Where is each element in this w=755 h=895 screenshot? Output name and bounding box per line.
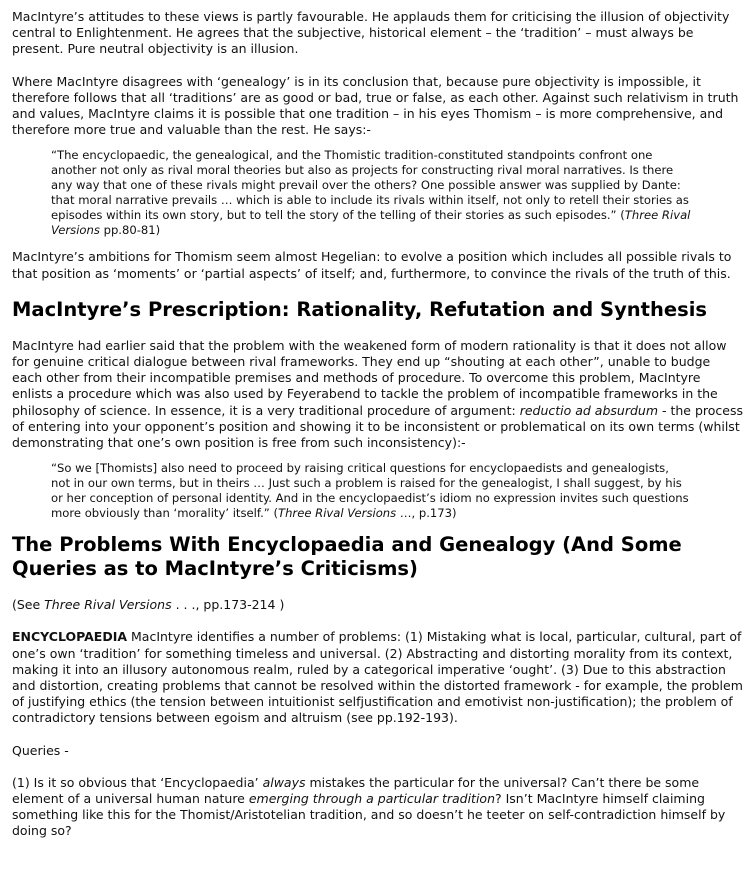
paragraph-disagreement: Where MacIntyre disagrees with ‘genealogy’ is in its conclusion that, because pure objectivity is impossible, it therefore follows that all ‘traditions’ are as good or bad, true or false, as each other. Against such relativism in truth and values, MacIntyre claims it is possible that one tradition – in his eyes Thomism – is more comprehensive, and therefore more true and valuable than the rest. He says:- — [12, 73, 739, 138]
paragraph-rationality: MacIntyre had earlier said that the problem with the weakened form of modern rationality is that it does not allow for genuine critical dialogue between rival frameworks. They end up “shouting at each other”, unable to budge each other from their incompatible premises and methods of procedure. To overcome this problem, MacIntyre enlists a procedure which was also used by Feyerabend to tackle the problem of incompatible frameworks in the philosophy of science. In essence, it is a very traditional procedure of argument: reductio ad absurdum - the process of entering into your opponent’s position and showing it to be inconsistent or problematical on its own terms (whilst demonstrating that one’s own position is free from such inconsistency):- — [12, 337, 743, 451]
paragraph-query-1: (1) Is it so obvious that ‘Encyclopaedia’ always mistakes the particular for the universal? Can’t there be some element of a universal human nature emerging through a particular tradition? Isn’t MacIntyre himself claiming something like this for the Thomist/Aristotelian tradition, and so doesn’t he teeter on self-contradiction himself by doing so? — [12, 774, 726, 839]
citation-title: Three Rival Versions — [278, 506, 397, 521]
heading-prescription: MacIntyre’s Prescription: Rationality, Refutation and Synthesis — [12, 297, 707, 321]
queries-label: Queries - — [12, 742, 69, 758]
paragraph-attitudes: MacIntyre’s attitudes to these views is partly favourable. He applauds them for criticising the illusion of objectivity central to Enlightenment. He agrees that the subjective, historical element – the ‘tradition’ – must always be present. Pure neutral objectivity is an illusion. — [12, 9, 730, 57]
heading-problems: The Problems With Encyclopaedia and Genealogy (And Some Queries as to MacIntyre’s Criticisms) — [12, 533, 682, 581]
paragraph-hegelian: MacIntyre’s ambitions for Thomism seem almost Hegelian: to evolve a position which includes all possible rivals to that position as ‘moments’ or ‘partial aspects’ of itself; and, furthermore, to convince the rivals of the truth of this. — [12, 249, 732, 281]
reductio-term: reductio ad absurdum — [519, 402, 659, 418]
see-reference: (See Three Rival Versions . . ., pp.173-214 ) — [12, 597, 285, 613]
term-encyclopaedia: ENCYCLOPAEDIA — [12, 629, 128, 645]
citation-title: Three Rival Versions — [44, 597, 172, 613]
paragraph-encyclopaedia: ENCYCLOPAEDIA MacIntyre identifies a number of problems: (1) Mistaking what is local, particular, cultural, part of one’s own ‘tradition’ for something timeless and universal. (2) Abstracting and distorting morality from its context, making it into an illusory autonomous realm, ruled by a categorical imperative ‘ought’. (3) Due to this abstraction and distortion, creating problems that cannot be resolved within the distorted framework - for example, the problem of justifying ethics (the tension between intuitionist selfjustification and emotivist non-justification); the problem of contradictory tensions between egoism and altruism (see pp.192-193). — [12, 629, 743, 726]
quote-three-rival-versions-80: “The encyclopaedic, the genealogical, and the Thomistic tradition-constituted standpoints confront one another not only as rival moral theories but also as projects for constructing rival moral narratives. Is there any way that one of these rivals might prevail over the others? One possible answer was supplied by Dante: that moral narrative prevails … which is able to include its rivals within itself, not only to retell their stories as episodes within its own story, but to tell the story of the telling of their stories as such episodes.” (Three Rival Versions pp.80-81) — [51, 148, 691, 238]
quote-three-rival-versions-173: “So we [Thomists] also need to proceed by raising critical questions for encyclopaedists and genealogists, not in our own terms, but in theirs … Just such a problem is raised for the genealogist, I shall suggest, by his or her conception of personal identity. And in the encyclopaedist’s idiom no expression invites such questions more obviously than ‘morality’ itself.” (Three Rival Versions …, p.173) — [51, 461, 689, 521]
citation-title: Three Rival Versions — [51, 208, 691, 238]
